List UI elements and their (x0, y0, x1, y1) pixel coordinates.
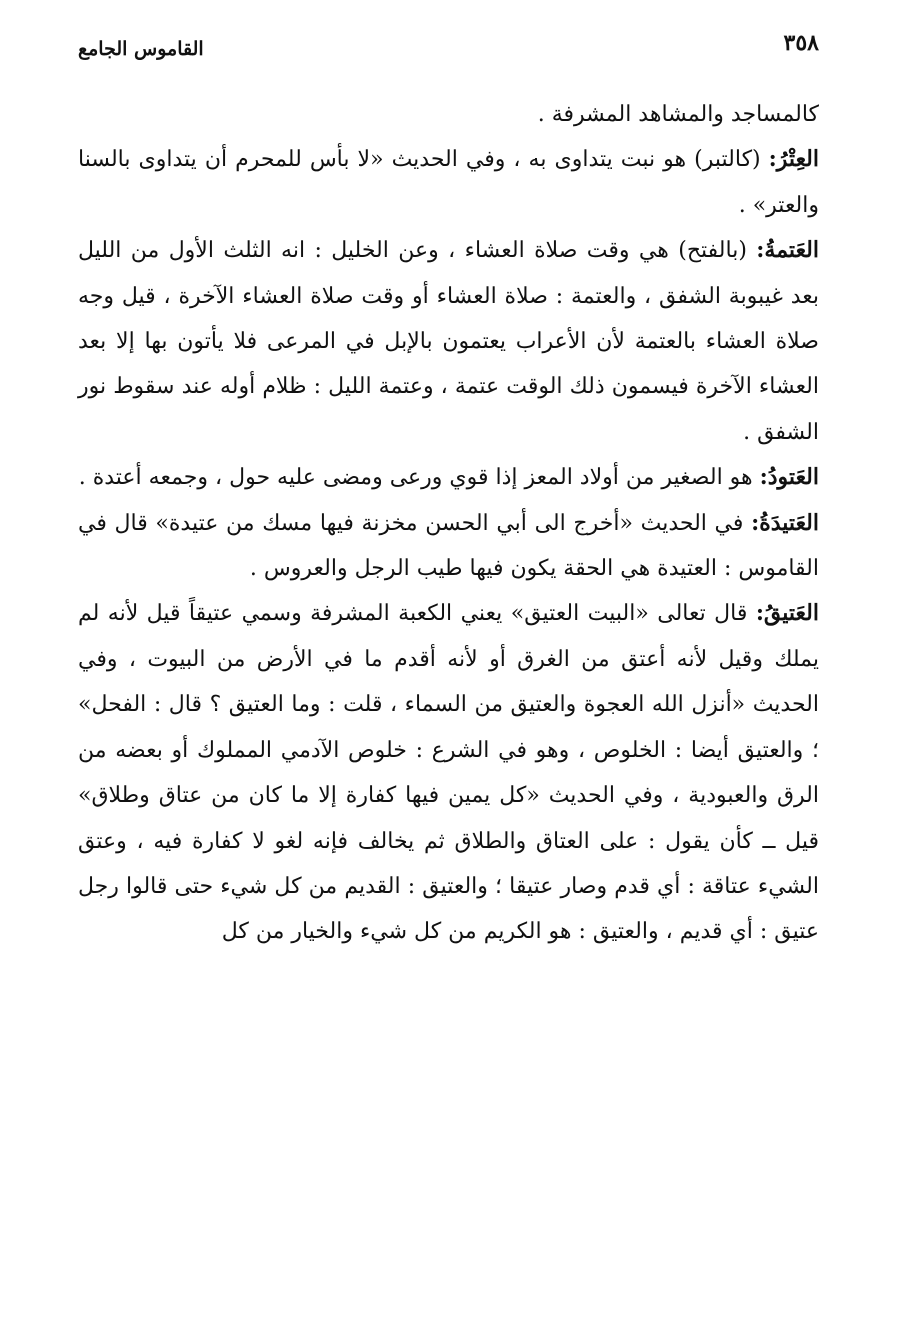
running-header (78, 30, 819, 80)
entry-text: هو الصغير من أولاد المعز إذا قوي ورعى ومضى عليه حول ، وجمعه أعتدة . (78, 465, 760, 491)
entry-text: في الحديث «أخرج الى أبي الحسن مخزنة فيها مسك من عتيدة» قال في القاموس : العتيدة هي الحقة يكون فيها طيب الرجل والعروس . (78, 510, 819, 582)
entry-headword: العَتيدَةُ: (751, 509, 819, 536)
entry-text: (بالفتح) هي وقت صلاة العشاء ، وعن الخليل : انه الثلث الأول من الليل بعد غيبوبة الشفق ، والعتمة : صلاة العشاء أو وقت صلاة العشاء الآخرة ، قيل وجه صلاة العشاء بالعتمة لأن الأعراب يعتمون بالإبل في المرعى فلا يأتون بها إلا بعد العشاء الآخرة فيسمون ذلك الوقت عتمة ، وعتمة الليل : ظلام أوله عند سقوط نور الشفق . (78, 238, 819, 445)
book-title: القاموس الجامع (78, 38, 204, 60)
entry-headword: العَتيقُ: (755, 600, 819, 627)
dictionary-body (78, 92, 819, 955)
entry-al-atiq (78, 591, 819, 954)
entry-text: (كالتبر) هو نبت يتداوى به ، وفي الحديث «لا بأس للمحرم أن يتداوى بالسنا والعتر» . (78, 147, 819, 218)
entry-al-atama (78, 228, 819, 455)
entry-text: قال تعالى «البيت العتيق» يعني الكعبة المشرفة وسمي عتيقاً قيل لأنه لم يملك وقيل لأنه أعتق من الغرق أو لأنه أقدم ما في الأرض من البيوت ، وفي الحديث «أنزل الله العجوة والعتيق من السماء ، قلت : وما العتيق ؟ قال : الفحل» ؛ والعتيق أيضا : الخلوص ، وهو في الشرع : خلوص الآدمي المملوك أو بعضه من الرق والعبودية ، وفي الحديث «كل يمين فيها كفارة إلا ما كان من عتاق وطلاق» قيل ــ كأن يقول : على العتاق والطلاق ثم يخالف فإنه لغو لا كفارة فيه ، وعتق الشيء عتاقة : أي قدم وصار عتيقا ؛ والعتيق : القديم من كل شيء حتى قالوا رجل عتيق : أي قديم ، والعتيق : هو الكريم من كل شيء والخيار من كل (78, 601, 819, 945)
entry-continuation (78, 92, 819, 137)
entry-al-atud (78, 455, 819, 500)
page-number: ٣٥٨ (783, 30, 819, 56)
entry-headword: العِتْرُ: (768, 146, 819, 173)
entry-al-atida (78, 501, 819, 592)
entry-al-itr (78, 137, 819, 228)
entry-headword: العَتمةُ: (756, 237, 819, 264)
entry-headword: العَتودُ: (759, 464, 819, 491)
entry-text: كالمساجد والمشاهد المشرفة . (537, 102, 819, 127)
